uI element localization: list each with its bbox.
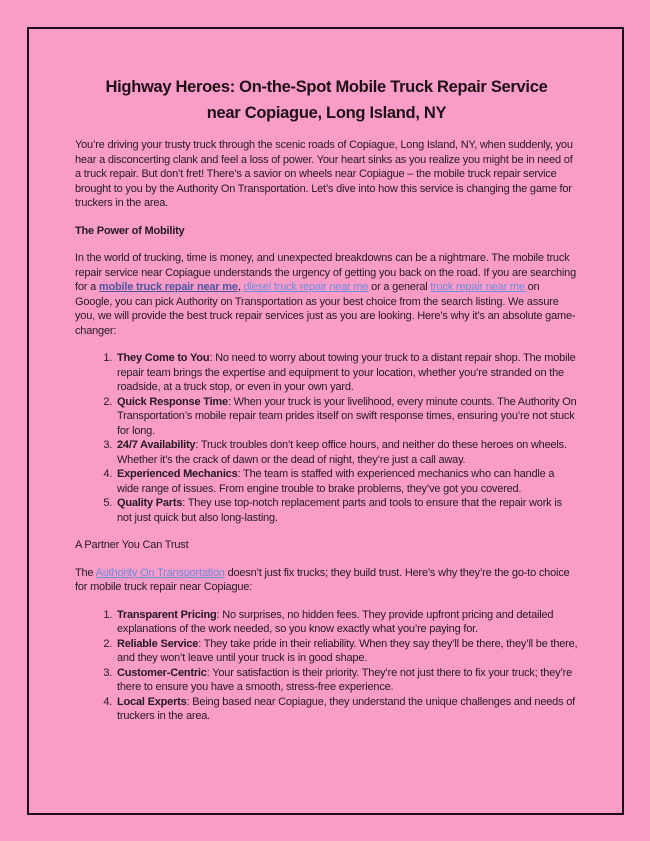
- page-title: [75, 74, 578, 126]
- page-title-line2: near Copiague, Long Island, NY: [206, 104, 447, 122]
- list-item-lead: They Come to You: [117, 352, 210, 364]
- list-item-lead: Transparent Pricing: [117, 608, 217, 621]
- document-content: [75, 74, 578, 737]
- list-item-text: : No surprises, no hidden fees. They provide upfront pricing and detailed explanations of the work needed, so you know exactly what you’re paying for.: [117, 608, 554, 635]
- link-truck-repair-near-me[interactable]: truck repair near me: [430, 281, 525, 293]
- list-item-quality-parts: [115, 496, 578, 525]
- list-item-text: : When your truck is your livelihood, every minute counts. The Authority On Transportation’s mobile repair team prides itself on swift response times, ensuring you’re not stuck for long.: [117, 395, 577, 437]
- link-mobile-truck-repair-near-me[interactable]: mobile truck repair near me: [98, 281, 238, 293]
- mobility-text-2: ,: [237, 281, 244, 293]
- page-title-line1: Highway Heroes: On-the-Spot Mobile Truck Repair Service: [105, 78, 548, 96]
- partner-text-2: doesn’t just fix trucks; they build trust. Here’s why they’re the go-to choice for mobile truck repair near Copiague:: [75, 566, 570, 593]
- list-item-text: : Your satisfaction is their priority. They’re not just there to fix your truck; they’re there to ensure you have a smooth, stress-free experience.: [117, 666, 573, 693]
- list-item-reliable-service: [115, 637, 578, 666]
- mobility-text-4: on Google, you can pick Authority on Transportation as your best choice from the search listing. We assure you, we will provide the best truck repair services just as you are looking. Here’s why it’s an absolute game-changer:: [75, 281, 576, 337]
- list-item-experienced-mechanics: [115, 467, 578, 496]
- intro-paragraph: You’re driving your trusty truck through the scenic roads of Copiague, Long Island, NY, when suddenly, you hear a disconcerting clank and feel a loss of power. Your heart sinks as you realize you might be in need of a truck repair. But don’t fret! There’s a savior on wheels near Copiague – the mobile truck repair service brought to you by the Authority On Transportation. Let’s dive into how this service is changing the game for truckers in the area.: [75, 139, 573, 209]
- list-item-lead: Quality Parts: [117, 497, 183, 509]
- list-item-text: : The team is staffed with experienced mechanics who can handle a wide range of issues. From engine trouble to brake problems, they’ve got you covered.: [117, 468, 555, 495]
- list-item-text: : They take pride in their reliability. When they say they’ll be there, they’ll be there, and they won’t leave until your truck is in good shape.: [117, 637, 578, 664]
- mobility-paragraph: [75, 251, 578, 338]
- list-item-lead: Reliable Service: [117, 637, 199, 650]
- list-item-text: : Truck troubles don’t keep office hours, and neither do these heroes on wheels. Whether it’s the crack of dawn or the dead of night, they’re just a call away.: [117, 439, 567, 466]
- list-item-they-come-to-you: [115, 351, 578, 395]
- list-item-lead: Customer-Centric: [117, 666, 207, 679]
- link-diesel-truck-repair-near-me[interactable]: diesel truck repair near me: [243, 281, 369, 293]
- list-item-text: : They use top-notch replacement parts and tools to ensure that the repair work is not just quick but also long-lasting.: [117, 497, 562, 524]
- list-item-quick-response-time: [115, 395, 578, 439]
- list-item-lead: Experienced Mechanics: [117, 468, 238, 480]
- trust-list: [75, 608, 578, 724]
- list-item-lead: Local Experts: [117, 695, 187, 708]
- partner-text-1: The: [75, 566, 96, 579]
- section-heading-partner-you-can-trust: A Partner You Can Trust: [75, 539, 189, 551]
- list-item-local-experts: [115, 695, 578, 724]
- list-item-lead: Quick Response Time: [117, 395, 228, 408]
- link-authority-on-transportation[interactable]: Authority On Transportation: [95, 566, 225, 579]
- list-item-lead: 24/7 Availability: [117, 439, 196, 451]
- list-item-transparent-pricing: [115, 608, 578, 637]
- benefits-list: [75, 351, 578, 525]
- list-item-customer-centric: [115, 666, 578, 695]
- mobility-text-1: In the world of trucking, time is money, and unexpected breakdowns can be a nightmare. The mobile truck repair service near Copiague understands the urgency of getting you back on the road. If you are searching for a: [75, 252, 577, 293]
- partner-paragraph: [75, 566, 578, 595]
- list-item-text: : No need to worry about towing your truck to a distant repair shop. The mobile repair team brings the expertise and equipment to your location, whether you’re stranded on the roadside, at a truck stop, or even in your own yard.: [117, 352, 576, 393]
- list-item-availability: [115, 438, 578, 467]
- list-item-text: : Being based near Copiague, they understand the unique challenges and needs of truckers in the area.: [117, 695, 575, 722]
- mobility-text-3: or a general: [368, 281, 431, 293]
- section-heading-power-of-mobility: The Power of Mobility: [75, 224, 185, 237]
